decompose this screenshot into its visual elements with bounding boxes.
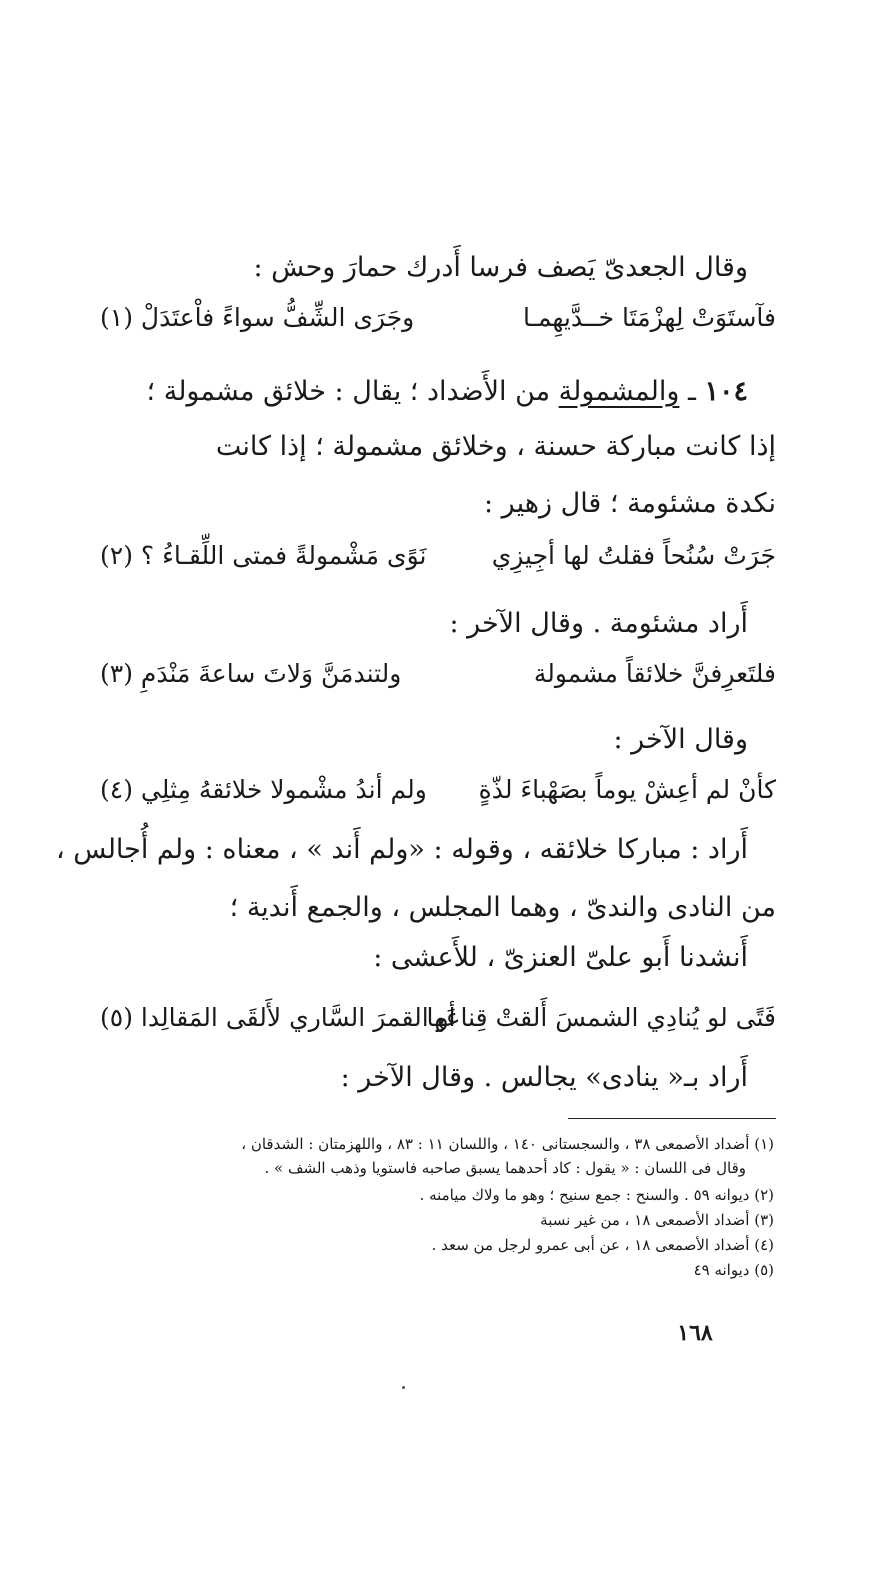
body-line-5: أَراد مشئومة . وقال الآخر : — [449, 608, 748, 639]
entry-number: ١٠٤ — [704, 376, 748, 407]
footnote-4: (٤) أضداد الأصمعى ١٨ ، عن أبى عمرو لرجل من سعد . — [431, 1236, 774, 1254]
footnote-rule — [568, 1118, 776, 1119]
body-line-8: من النادى والندىّ ، وهما المجلس ، والجمع أَندية ؛ — [229, 892, 776, 923]
verse-1-second-hemistich: وجَرَى الشِّفُّ سواءً فاْعتَدَلْ (١) — [100, 303, 415, 332]
verse-1-first-hemistich: فآستَوَتْ لِهزْمَتَا خــدَّيهِمـا — [523, 303, 776, 332]
verse-3-first-hemistich: فلتَعرِفنَّ خلائقاً مشمولة — [533, 659, 776, 688]
verse-4-first-hemistich: كأنْ لم أعِشْ يوماً بصَهْباءَ لذّةٍ — [478, 775, 776, 804]
verse-2-first-hemistich: جَرَتْ سُنُحاً فقلتُ لها أجِيزِي — [491, 541, 776, 570]
ink-speck — [402, 1386, 405, 1389]
entry-text: من الأَضداد ؛ يقال : خلائق مشمولة ؛ — [146, 376, 559, 407]
footnote-5: (٥) ديوانه ٤٩ — [693, 1261, 774, 1279]
footnote-3: (٣) أضداد الأصمعى ١٨ ، من غير نسبة — [540, 1211, 774, 1229]
verse-2-second-hemistich: نَوًى مَشْمولةً فمتى اللِّقـاءُ ؟ (٢) — [100, 541, 427, 570]
body-line-10: أَراد بـ« ينادى» يجالس . وقال الآخر : — [340, 1062, 748, 1093]
page-number: ١٦٨ — [677, 1320, 713, 1346]
verse-1 — [100, 298, 776, 338]
footnote-1-continued: وقال فى اللسان : « يقول : كاد أحدهما يسبق صاحبه فاستويا وذهب الشف » . — [264, 1159, 746, 1177]
verse-5 — [100, 998, 776, 1038]
body-line-9: أَنشدنا أَبو علىّ العنزىّ ، للأَعشى : — [373, 942, 748, 973]
body-line-7: أَراد : مباركا خلائقه ، وقوله : «ولم أَند » ، معناه : ولم أُجالس ، — [55, 834, 748, 865]
entry-104-heading — [147, 372, 748, 412]
verse-3 — [100, 654, 776, 694]
intro-line-jadi: وقال الجعدىّ يَصف فرسا أَدرك حمارَ وحش : — [253, 252, 748, 283]
footnote-2: (٢) ديوانه ٥٩ . والسنح : جمع سنيح ؛ وهو ما ولاك ميامنه . — [419, 1186, 774, 1204]
entry-headword: والمشمولة — [558, 376, 680, 407]
verse-4-second-hemistich: ولم أندُ مشْمولا خلائقهُ مِثلِي (٤) — [100, 775, 427, 804]
body-line-3: إذا كانت مباركة حسنة ، وخلائق مشمولة ؛ إذا كانت — [215, 431, 776, 462]
verse-2 — [100, 536, 776, 576]
body-line-4: نكدة مشئومة ؛ قال زهير : — [484, 488, 776, 519]
verse-4 — [100, 770, 776, 810]
entry-dash: ـ — [679, 376, 705, 407]
verse-5-first-hemistich: فَتًى لو يُنادِي الشمسَ أَلقتْ قِناعَها — [426, 1003, 776, 1032]
body-line-6: وقال الآخر : — [613, 724, 748, 755]
footnote-1: (١) أضداد الأصمعى ٣٨ ، والسجستانى ١٤٠ ، واللسان ١١ : ٨٣ ، واللهزمتان : الشدقان ، — [241, 1135, 774, 1153]
verse-3-second-hemistich: ولتندمَنَّ وَلاتَ ساعةَ مَنْدَمِ (٣) — [100, 659, 402, 688]
verse-5-second-hemistich: أو القمرَ السَّاري لأَلقَى المَقالِدا (٥) — [100, 1003, 456, 1032]
